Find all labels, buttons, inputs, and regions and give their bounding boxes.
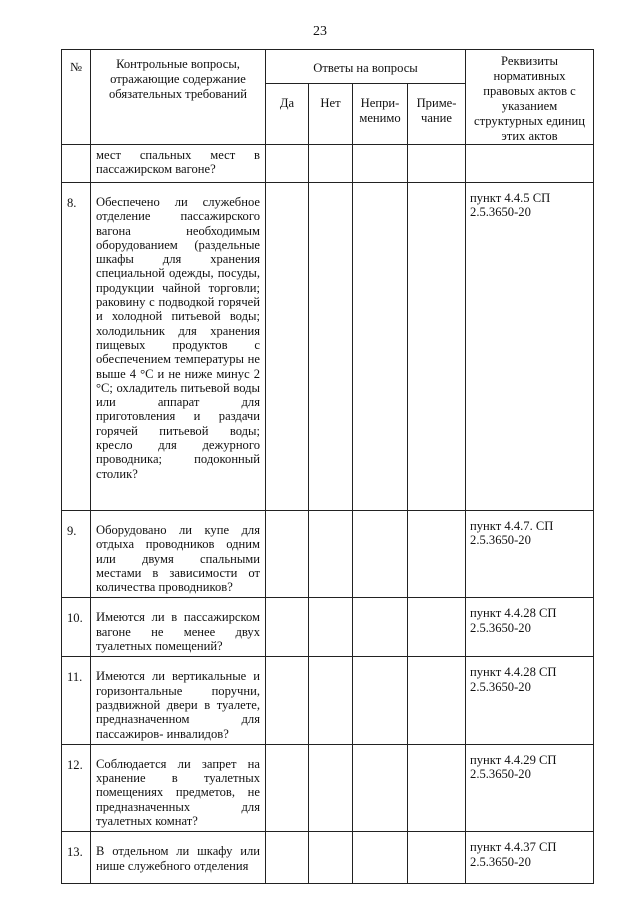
row-reference: пункт 4.4.37 СП 2.5.3650-20 [466,832,594,884]
header-reference: Реквизиты нормативных правовых актов с указанием структурных единиц этих актов [466,50,594,145]
row-number: 10. [62,598,91,657]
answer-yes-cell [266,657,309,744]
row-number [62,145,91,183]
answer-not-applicable-cell [353,832,408,884]
answer-note-cell [408,657,466,744]
answer-no-cell [309,145,353,183]
header-answers: Ответы на вопросы [266,50,466,84]
answer-not-applicable-cell [353,657,408,744]
answer-yes-cell [266,183,309,511]
table-row [62,145,594,183]
answer-yes-cell [266,744,309,831]
header-row-1 [62,50,594,84]
answer-note-cell [408,832,466,884]
answer-note-cell [408,145,466,183]
answer-no-cell [309,744,353,831]
answer-note-cell [408,183,466,511]
answer-note-cell [408,744,466,831]
row-question: Имеются ли вертикальные и горизонтальные поручни, раздвижной двери в туалете, предназначенном для пассажиров- инвалидов? [91,657,266,744]
row-number: 12. [62,744,91,831]
table-row [62,744,594,831]
answer-not-applicable-cell [353,511,408,598]
answer-yes-cell [266,145,309,183]
answer-no-cell [309,598,353,657]
row-reference: пункт 4.4.28 СП 2.5.3650-20 [466,657,594,744]
answer-yes-cell [266,832,309,884]
header-not-applicable: Непри-менимо [353,84,408,145]
answer-note-cell [408,511,466,598]
row-question: Оборудовано ли купе для отдыха проводников одним или двумя спальными местами в зависимости от количества проводников? [91,511,266,598]
header-question: Контрольные вопросы, отражающие содержание обязательных требований [91,50,266,145]
row-question: мест спальных мест в пассажирском вагоне? [91,145,266,183]
answer-not-applicable-cell [353,744,408,831]
answer-yes-cell [266,511,309,598]
table-row [62,832,594,884]
row-reference: пункт 4.4.7. СП 2.5.3650-20 [466,511,594,598]
table-row [62,598,594,657]
row-question: В отдельном ли шкафу или нише служебного отделения [91,832,266,884]
row-number: 8. [62,183,91,511]
table-row [62,657,594,744]
answer-no-cell [309,657,353,744]
answer-no-cell [309,511,353,598]
checklist-table [61,49,594,884]
header-yes: Да [266,84,309,145]
row-reference: пункт 4.4.28 СП 2.5.3650-20 [466,598,594,657]
answer-no-cell [309,183,353,511]
row-reference: пункт 4.4.29 СП 2.5.3650-20 [466,744,594,831]
row-number: 13. [62,832,91,884]
answer-not-applicable-cell [353,598,408,657]
answer-not-applicable-cell [353,145,408,183]
row-reference [466,145,594,183]
header-no: Нет [309,84,353,145]
table-row [62,183,594,511]
row-number: 9. [62,511,91,598]
row-question: Обеспечено ли служебное отделение пассажирского вагона необходимым оборудованием (раздельные шкафы для хранения специальной одежды, посуды, продукции чайной торговли; раковину с подводкой горячей и холодной питьевой воды; холодильник для хранения пищевых продуктов с обеспечением температуры не выше 4 °С и не ниже минус 2 °С; охладитель питьевой воды или аппарат для приготовления и раздачи горячей питьевой воды; кресло для дежурного проводника; подоконный столик? [91,183,266,511]
row-question: Соблюдается ли запрет на хранение в туалетных помещениях предметов, не предназначенных для туалетных комнат? [91,744,266,831]
row-question: Имеются ли в пассажирском вагоне не менее двух туалетных помещений? [91,598,266,657]
page-number: 23 [313,24,327,39]
answer-no-cell [309,832,353,884]
row-number: 11. [62,657,91,744]
row-reference: пункт 4.4.5 СП 2.5.3650-20 [466,183,594,511]
header-number: № [62,50,91,145]
answer-yes-cell [266,598,309,657]
answer-not-applicable-cell [353,183,408,511]
answer-note-cell [408,598,466,657]
header-note: Приме-чание [408,84,466,145]
table-row [62,511,594,598]
